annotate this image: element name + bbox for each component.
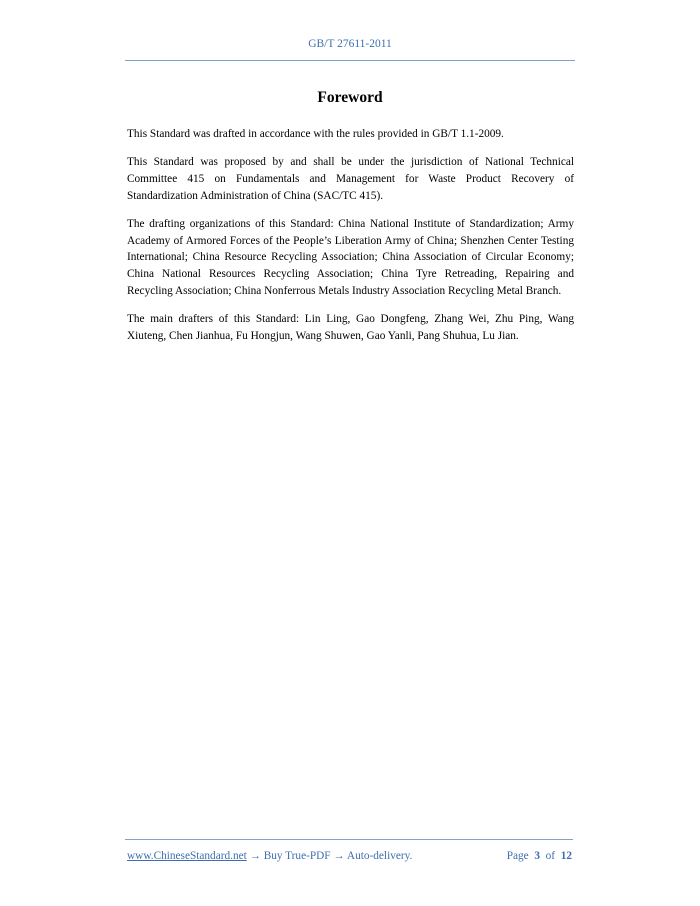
auto-delivery-text: Auto-delivery. [346,850,413,862]
arrow-right-icon: → [333,850,345,862]
paragraph-drafting-rules: This Standard was drafted in accordance with the rules provided in GB/T 1.1-2009. [127,128,504,140]
header-divider [125,60,575,61]
website-link[interactable]: www.ChineseStandard.net [127,850,247,862]
paragraph-jurisdiction: This Standard was proposed by and shall be under the jurisdiction of National Technical Committee 415 on Fundamentals and Management for Waste Product Recovery of Standardization Administration of China (SAC/TC 415). [127,156,574,202]
page-number [507,850,572,862]
page-of-label: of [545,850,556,862]
standard-number-header: GB/T 27611-2011 [308,38,392,50]
paragraph-drafting-organizations: The drafting organizations of this Standard: China National Institute of Standardization; Army Academy of Armored Forces of the People’s Liberation Army of China; Shenzhen Center Testing International; China Resource Recycling Association; China Association of Circular Economy; China National Resources Recycling Association; China Tyre Retreading, Repairing and Recycling Association; China Nonferrous Metals Industry Association Recycling Metal Branch. [127,217,574,297]
page-total: 12 [560,850,572,862]
arrow-right-icon: → [249,850,261,862]
footer-divider [125,839,573,840]
buy-true-pdf-text: Buy True-PDF [263,850,331,862]
page-title: Foreword [317,89,383,106]
foreword-body [127,126,574,356]
page-label: Page [506,850,529,862]
footer-promo [127,850,412,862]
paragraph-main-drafters: The main drafters of this Standard: Lin Ling, Gao Dongfeng, Zhang Wei, Zhu Ping, Wang Xiuteng, Chen Jianhua, Fu Hongjun, Wang Shuwen, Gao Yanli, Pang Shuhua, Lu Jian. [127,312,574,342]
page-current: 3 [534,850,540,862]
